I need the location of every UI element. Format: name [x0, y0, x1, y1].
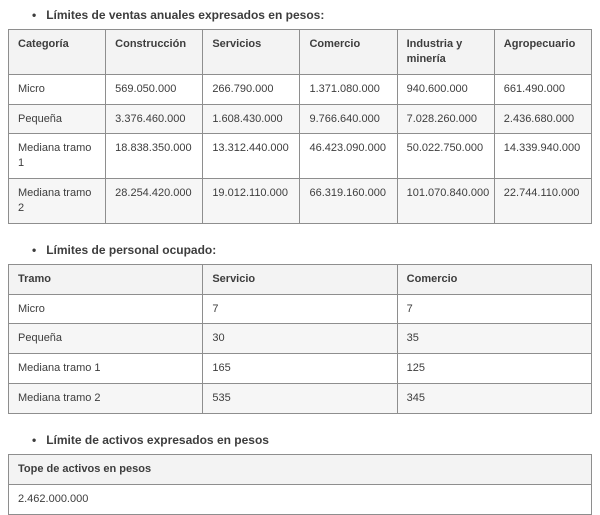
table-cell: 18.838.350.000	[106, 134, 203, 179]
column-header: Construcción	[106, 30, 203, 75]
table-cell: 2.436.680.000	[494, 104, 591, 134]
column-header: Categoría	[9, 30, 106, 75]
table-cell: 13.312.440.000	[203, 134, 300, 179]
table-cell: Pequeña	[9, 324, 203, 354]
table-cell: Mediana tramo 1	[9, 134, 106, 179]
bullet-icon: •	[32, 432, 37, 447]
heading-personal-ocupado	[32, 243, 592, 257]
table-cell: 28.254.420.000	[106, 179, 203, 224]
table-cell: Micro	[9, 294, 203, 324]
table-cell: 165	[203, 354, 397, 384]
table-cell: 1.371.080.000	[300, 74, 397, 104]
table-cell: 3.376.460.000	[106, 104, 203, 134]
table-row	[9, 484, 592, 514]
table-header-row	[9, 264, 592, 294]
column-header: Comercio	[300, 30, 397, 75]
table-cell: 9.766.640.000	[300, 104, 397, 134]
table-header-row	[9, 454, 592, 484]
heading-ventas-anuales	[32, 8, 592, 22]
table-cell: 66.319.160.000	[300, 179, 397, 224]
table-cell: 30	[203, 324, 397, 354]
table-cell: 125	[397, 354, 591, 384]
limite-activos-table	[8, 454, 592, 515]
table-cell: Pequeña	[9, 104, 106, 134]
table-row	[9, 179, 592, 224]
ventas-anuales-table	[8, 29, 592, 224]
table-row	[9, 134, 592, 179]
table-cell: 940.600.000	[397, 74, 494, 104]
column-header: Tope de activos en pesos	[9, 454, 592, 484]
table-cell: Mediana tramo 1	[9, 354, 203, 384]
table-cell: Mediana tramo 2	[9, 384, 203, 414]
table-row	[9, 74, 592, 104]
table-row	[9, 104, 592, 134]
table-cell: 7	[397, 294, 591, 324]
table-cell: 19.012.110.000	[203, 179, 300, 224]
table-cell: 50.022.750.000	[397, 134, 494, 179]
table-row	[9, 324, 592, 354]
heading-text: Límites de personal ocupado:	[46, 242, 217, 257]
heading-text: Límites de ventas anuales expresados en pesos:	[46, 8, 325, 22]
heading-text: Límite de activos expresados en pesos	[46, 432, 269, 447]
table-cell: 101.070.840.000	[397, 179, 494, 224]
heading-limite-activos	[32, 433, 592, 447]
table-cell: 22.744.110.000	[494, 179, 591, 224]
table-cell: 7.028.260.000	[397, 104, 494, 134]
bullet-icon: •	[32, 242, 37, 257]
column-header: Tramo	[9, 264, 203, 294]
table-cell: 1.608.430.000	[203, 104, 300, 134]
column-header: Industria y minería	[397, 30, 494, 75]
table-cell: 46.423.090.000	[300, 134, 397, 179]
table-cell: 345	[397, 384, 591, 414]
personal-ocupado-table	[8, 264, 592, 414]
table-cell: 35	[397, 324, 591, 354]
section-ventas-anuales	[8, 8, 592, 224]
bullet-icon: •	[32, 8, 37, 22]
table-cell: 266.790.000	[203, 74, 300, 104]
table-cell: Mediana tramo 2	[9, 179, 106, 224]
table-cell: 535	[203, 384, 397, 414]
table-row	[9, 294, 592, 324]
column-header: Servicio	[203, 264, 397, 294]
column-header: Comercio	[397, 264, 591, 294]
column-header: Servicios	[203, 30, 300, 75]
table-cell: 569.050.000	[106, 74, 203, 104]
table-cell: 661.490.000	[494, 74, 591, 104]
column-header: Agropecuario	[494, 30, 591, 75]
table-cell: 14.339.940.000	[494, 134, 591, 179]
table-cell: 7	[203, 294, 397, 324]
section-personal-ocupado	[8, 243, 592, 414]
table-cell: Micro	[9, 74, 106, 104]
table-cell: 2.462.000.000	[9, 484, 592, 514]
table-header-row	[9, 30, 592, 75]
table-row	[9, 384, 592, 414]
table-row	[9, 354, 592, 384]
section-limite-activos	[8, 433, 592, 515]
